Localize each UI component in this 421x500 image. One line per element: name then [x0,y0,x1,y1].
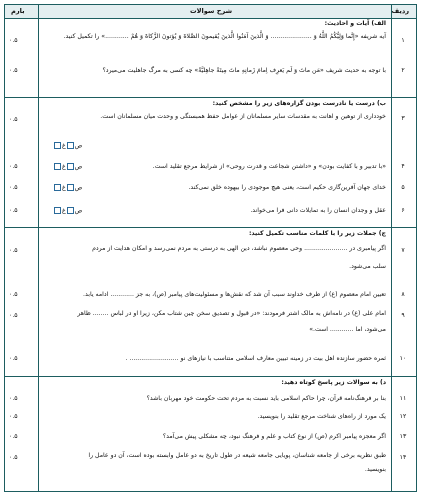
question-row [5,410,416,424]
question-row [5,113,416,153]
question-text: ثمره حضور سازنده اهل بیت در زمینه تبیین معارف اسلامی متناسب با نیازهای نو ......................... . [125,355,386,362]
true-false-choice[interactable]: صغ [53,163,82,172]
table-header [5,5,416,19]
question-row [5,452,416,484]
question-score: ۰.۵ [9,163,18,170]
question-score: ۰.۵ [9,116,18,123]
checkbox-true[interactable] [67,163,74,170]
question-score: ۰.۵ [9,413,18,420]
question-score: ۰.۵ [9,67,18,74]
section-b-title: ب) درست یا نادرست بودن گزاره‌های زیر را مشخص کنید: [212,100,386,107]
question-text: امام علی (ع) در نامه‌اش به مالک اشتر فرمودند: «در قبول و تصدیق سخن چین شتاب مکن، زیرا او در لباس ........ ظاهر می‌شود، اما ............ است.» [77,310,386,334]
question-number: ۹ [401,312,405,319]
question-number: ۱۳ [399,433,407,440]
question-row [5,288,416,302]
question-number: ۵ [401,184,405,191]
question-score: ۰.۵ [9,37,18,44]
question-text: طبق نظریه برخی از جامعه شناسان، پویایی جامعه شیعه در طول تاریخ به دو عامل وابسته بوده است، آن دو عامل را بنویسید. [88,452,386,474]
section-divider [5,227,416,228]
question-number: ۱۴ [399,454,407,461]
question-row [5,64,416,78]
question-number: ۳ [401,115,405,122]
question-text: خدای جهان آفرین‌گاری حکیم است، یعنی هیچ موجودی را بیهوده خلق نمی‌کند. [188,184,386,191]
checkbox-true[interactable] [67,184,74,191]
question-score: ۰.۵ [9,184,18,191]
question-score: ۰.۵ [9,291,18,298]
question-row [5,392,416,406]
section-d-title: د) به سوالات زیر پاسخ کوتاه دهید: [281,379,386,386]
question-score: ۰.۵ [9,395,18,402]
question-text: یک مورد از راه‌های شناخت مرجع تقلید را بنویسید. [257,413,386,420]
question-row [5,352,416,366]
checkbox-false[interactable] [54,163,61,170]
question-number: ۱۱ [399,395,407,402]
question-text: آیه شریفه «إِنَّما وَلِیُّکُمُ اللَّهُ وَ ..................... وَ الَّذینَ آمَنُوا الَّذینَ یُقیمونَ الصَّلاةَ وَ یُؤتونَ الزَّکاةَ وَ هُمْ ............» را تکمیل کنید. [63,33,386,40]
checkbox-true[interactable] [67,142,74,149]
question-text: بنا بر فرهنگ‌نامه قرآن، چرا حاکم اسلامی باید نسبت به مردم تحت حکومت خود مهربان باشد؟ [146,395,386,402]
question-number: ۴ [401,163,405,170]
question-row [5,160,416,174]
header-radif: ردیف [391,7,409,15]
question-number: ۱۰ [399,355,407,362]
exam-sheet [4,4,417,492]
question-score: ۰.۵ [9,433,18,440]
question-score: ۰.۵ [9,454,18,461]
question-text: اگر پیامبری در ...................... وحی معصوم نباشد، دین الهی به درستی به مردم نمی‌رسد و امکان هدایت از مردم سلب می‌شود. [92,245,386,271]
question-number: ۲ [401,67,405,74]
question-score: ۰.۵ [9,247,18,254]
header-sharh: شرح سوالات [190,7,233,15]
section-divider [5,376,416,377]
question-number: ۷ [401,247,405,254]
question-text: خودداری از توهین و اهانت به مقدسات سایر مسلمانان از عوامل حفظ همبستگی و وحدت میان مسلمانان است. [100,113,386,120]
question-row [5,310,416,342]
section-c-title: ج) جملات زیر را با کلمات مناسب تکمیل کنید: [248,230,386,237]
question-score: ۰.۵ [9,355,18,362]
true-false-choice[interactable]: صغ [53,207,82,216]
question-number: ۱۲ [399,413,407,420]
question-text: عقل و وجدان انسان را به تمایلات دانی فرا می‌خواند. [250,207,386,214]
header-barom: بارم [11,7,25,15]
section-a-title: الف) آیات و احادیث: [324,20,386,27]
question-number: ۶ [401,207,405,214]
section-divider [5,97,416,98]
question-text: «با تدبیر و با کفایت بودن» و «داشتن شجاعت و قدرت روحی» از شرایط مرجع تقلید است. [152,163,386,170]
question-text: با توجه به حدیث شریف «مَن ماتَ وَ لَم یَعرِف اِمامَ زَمانِهِ ماتَ مِیتَةً جاهِلیَّةً» چه کسی به مرگ جاهلیت می‌میرد؟ [102,67,386,74]
question-row [5,181,416,195]
question-row [5,430,416,444]
question-text: تعیین امام معصوم (ع) از طرف خداوند سبب آن شد که نقش‌ها و مسئولیت‌های پیامبر (ص)، به جز ............ ادامه یابد. [83,291,386,298]
question-row [5,33,416,53]
question-row [5,245,416,283]
question-number: ۸ [401,291,405,298]
question-row [5,204,416,218]
checkbox-false[interactable] [54,184,61,191]
checkbox-true[interactable] [67,207,74,214]
question-text: اگر معجزه پیامبر اکرم (ص) از نوع کتاب و علم و فرهنگ نبود، چه مشکلی پیش می‌آمد؟ [162,433,386,440]
true-false-choice[interactable]: صغ [53,142,82,151]
question-number: ۱ [401,37,405,44]
checkbox-false[interactable] [54,142,61,149]
question-score: ۰.۵ [9,207,18,214]
checkbox-false[interactable] [54,207,61,214]
question-score: ۰.۵ [9,312,18,319]
true-false-choice[interactable]: صغ [53,184,82,193]
